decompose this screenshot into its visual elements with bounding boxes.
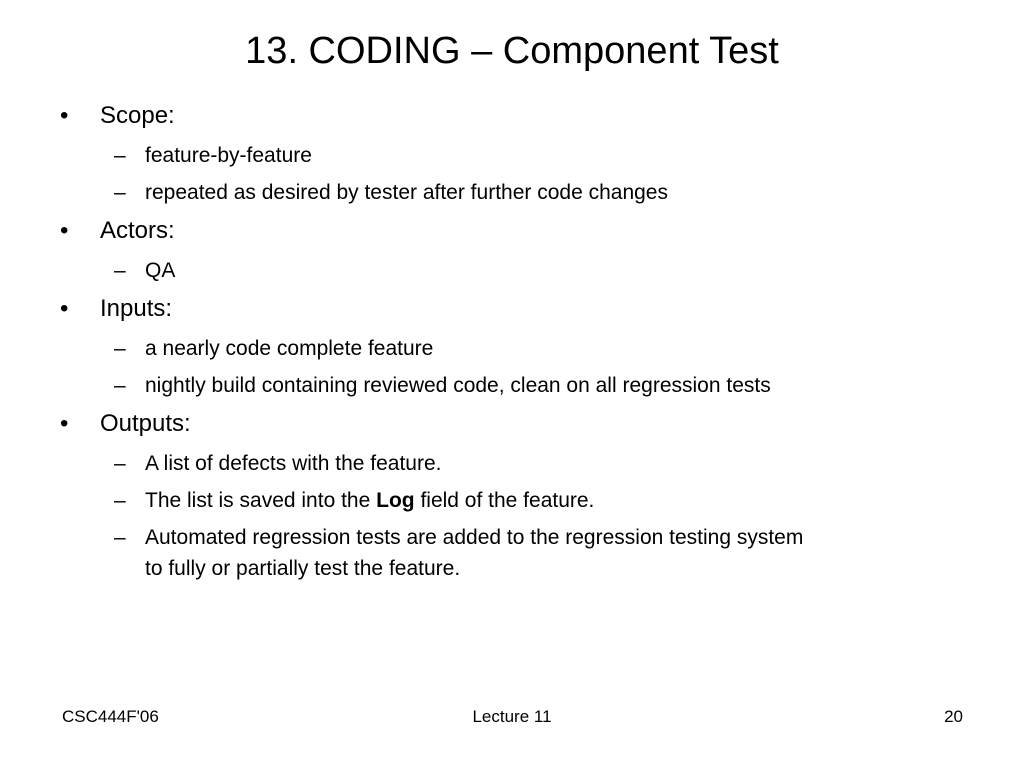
sub-item-text: [145, 489, 594, 512]
footer-page-number: 20: [944, 707, 963, 726]
sub-item: [114, 140, 312, 171]
dash-marker: –: [114, 374, 126, 397]
log-field-name: Log: [376, 489, 415, 512]
bullet-outputs: [60, 409, 191, 439]
sub-item: [114, 485, 595, 516]
sub-item-text-line1: Automated regression tests are added to the regression testing system: [145, 526, 804, 549]
footer-course: CSC444F'06: [62, 707, 159, 726]
bullet-marker: •: [60, 217, 69, 244]
slide-title: 13. CODING – Component Test: [245, 30, 779, 72]
bullet-heading: Actors:: [100, 217, 175, 244]
sub-item: [114, 448, 442, 479]
bullet-marker: •: [60, 295, 69, 322]
sub-item-text-line2: to fully or partially test the feature.: [145, 557, 461, 580]
sub-item-text-before: The list is saved into the: [145, 489, 377, 512]
dash-marker: –: [114, 452, 126, 475]
footer-lecture: Lecture 11: [472, 707, 552, 726]
bullet-inputs: [60, 294, 173, 324]
sub-item: [114, 333, 434, 364]
dash-marker: –: [114, 489, 126, 512]
sub-item-text: QA: [145, 259, 176, 282]
sub-item: [114, 255, 176, 286]
dash-marker: –: [114, 526, 126, 549]
sub-item-text: a nearly code complete feature: [145, 337, 434, 360]
sub-item-text: nightly build containing reviewed code, clean on all regression tests: [145, 374, 771, 397]
sub-item: [114, 177, 668, 208]
dash-marker: –: [114, 181, 126, 204]
bullet-marker: •: [60, 102, 69, 129]
dash-marker: –: [114, 144, 126, 167]
sub-item: [114, 370, 771, 401]
sub-item-text: A list of defects with the feature.: [145, 452, 442, 475]
bullet-actors: [60, 216, 175, 246]
sub-item: [114, 522, 804, 584]
bullet-heading: Outputs:: [100, 410, 191, 437]
sub-item-text-after: field of the feature.: [414, 489, 595, 512]
dash-marker: –: [114, 337, 126, 360]
bullet-scope: [60, 101, 175, 131]
bullet-heading: Inputs:: [100, 295, 173, 322]
dash-marker: –: [114, 259, 126, 282]
sub-item-text: repeated as desired by tester after further code changes: [145, 181, 668, 204]
bullet-marker: •: [60, 410, 69, 437]
sub-item-text: feature-by-feature: [145, 144, 312, 167]
bullet-heading: Scope:: [100, 102, 175, 129]
